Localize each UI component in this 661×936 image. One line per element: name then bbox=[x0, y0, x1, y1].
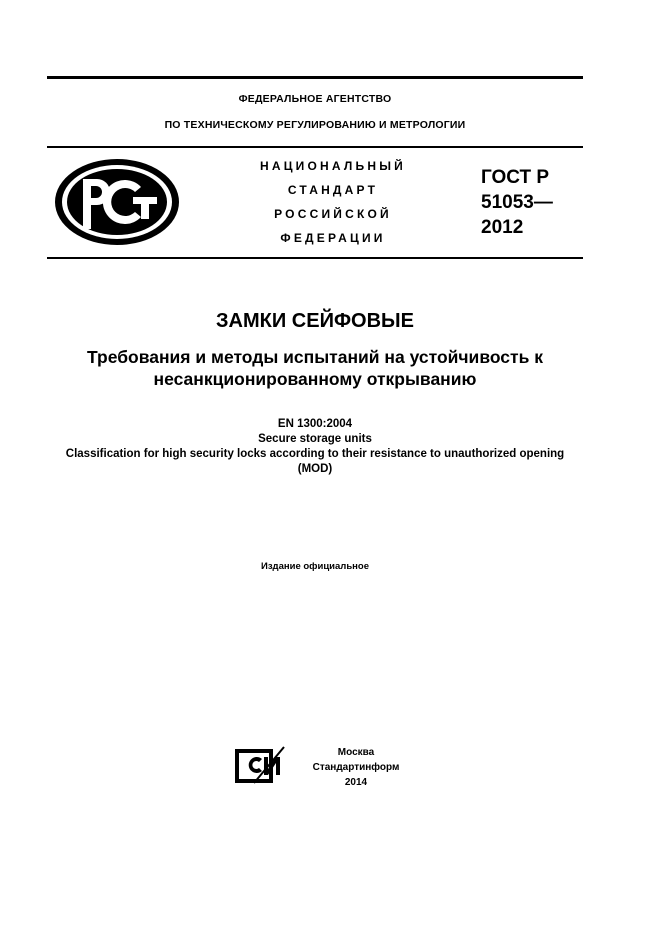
publication-year: 2014 bbox=[344, 777, 368, 788]
agency-name: ФЕДЕРАЛЬНОЕ АГЕНТСТВО bbox=[238, 93, 392, 105]
standartinform-logo-icon bbox=[234, 745, 288, 785]
gost-number bbox=[481, 165, 591, 240]
standard-type-line: НАЦИОНАЛЬНЫЙ bbox=[259, 159, 407, 173]
document-subtitle: Требования и методы испытаний на устойчивость к несанкционированному открыванию bbox=[87, 347, 543, 389]
standard-type-line: РОССИЙСКОЙ bbox=[274, 207, 392, 221]
middle-divider bbox=[47, 146, 583, 148]
gost-number-year: 2012 bbox=[481, 217, 524, 238]
publisher-city: Москва bbox=[337, 747, 375, 758]
en-name: Secure storage units bbox=[258, 433, 372, 445]
edition-label: Издание официальное bbox=[261, 561, 369, 572]
en-description: Classification for high security locks according to their resistance to unauthorized opening bbox=[65, 448, 565, 460]
en-modification: (MOD) bbox=[297, 463, 333, 475]
publisher-info bbox=[296, 745, 416, 790]
document-title: ЗАМКИ СЕЙФОВЫЕ bbox=[216, 310, 414, 332]
en-code: EN 1300:2004 bbox=[277, 418, 353, 430]
european-standard-reference bbox=[40, 417, 590, 477]
publisher-name: Стандартинформ bbox=[312, 762, 400, 773]
agency-subtitle: ПО ТЕХНИЧЕСКОМУ РЕГУЛИРОВАНИЮ И МЕТРОЛОГИИ bbox=[164, 119, 466, 131]
standard-type-line: ФЕДЕРАЦИИ bbox=[280, 231, 386, 245]
rst-logo-icon bbox=[53, 157, 181, 247]
top-divider bbox=[47, 76, 583, 79]
standard-type-line: СТАНДАРТ bbox=[287, 183, 379, 197]
gost-number-code: 51053— bbox=[481, 192, 553, 213]
bottom-divider bbox=[47, 257, 583, 259]
gost-number-prefix: ГОСТ Р bbox=[481, 167, 550, 188]
